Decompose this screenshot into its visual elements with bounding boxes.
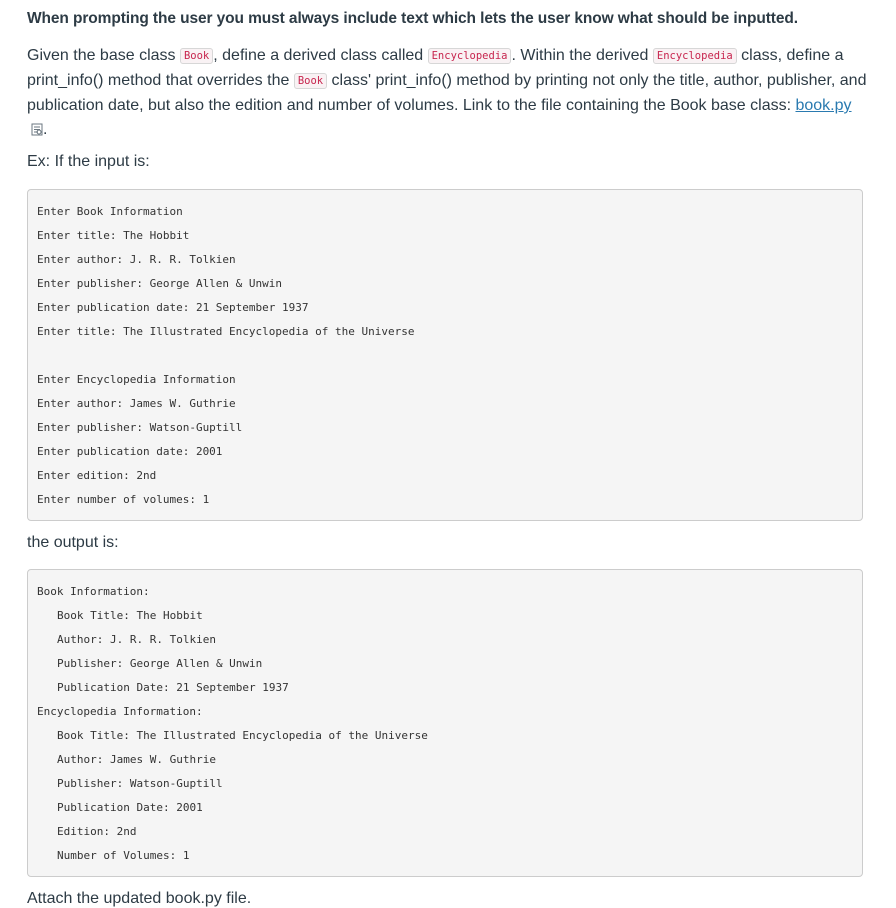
input-line: Enter author: J. R. R. Tolkien <box>37 253 236 266</box>
output-line: Book Information: <box>37 585 150 598</box>
input-line: Enter number of volumes: 1 <box>37 493 210 506</box>
output-line: Publication Date: 2001 <box>57 801 203 814</box>
input-line: Enter edition: 2nd <box>37 469 157 482</box>
input-line: Enter publisher: Watson-Guptill <box>37 421 243 434</box>
input-line: Enter publication date: 2001 <box>37 445 223 458</box>
book-py-link[interactable]: book.py <box>795 97 852 114</box>
output-line: Number of Volumes: 1 <box>57 849 190 862</box>
instructions-text: . Within the derived <box>511 47 653 64</box>
attach-instruction: Attach the updated book.py file. <box>27 890 252 907</box>
output-line: Book Title: The Hobbit <box>57 609 203 622</box>
output-line: Publisher: George Allen & Unwin <box>57 657 263 670</box>
input-line: Enter title: The Illustrated Encyclopedia of the Universe <box>37 325 415 338</box>
prompt-warning: When prompting the user you must always include text which lets the user know what should be inputted. <box>27 10 798 27</box>
input-line: Enter author: James W. Guthrie <box>37 397 236 410</box>
output-line: Publication Date: 21 September 1937 <box>57 681 289 694</box>
example-input-label: Ex: If the input is: <box>27 153 150 170</box>
example-output-label: the output is: <box>27 534 119 551</box>
inline-code-book: Book <box>294 73 327 89</box>
inline-code-book: Book <box>180 48 213 64</box>
output-line: Publisher: Watson-Guptill <box>57 777 223 790</box>
input-line: Enter Book Information <box>37 205 183 218</box>
instructions-paragraph <box>27 44 867 142</box>
input-line: Enter Encyclopedia Information <box>37 373 236 386</box>
instructions-text: . <box>43 121 48 138</box>
instructions-text: class, define a print_info() method that overrides the <box>27 47 844 89</box>
inline-code-encyclopedia: Encyclopedia <box>653 48 737 64</box>
example-input-block <box>27 189 863 521</box>
file-preview-icon[interactable] <box>31 120 43 133</box>
instructions-text: class' print_info() method by printing not only the title, author, publisher, and publication date, but also the edition and number of volumes. Link to the file containing the Book base class: <box>27 72 867 114</box>
instructions-text: , define a derived class called <box>213 47 428 64</box>
output-line: Author: James W. Guthrie <box>57 753 216 766</box>
output-line: Encyclopedia Information: <box>37 705 203 718</box>
input-line: Enter title: The Hobbit <box>37 229 190 242</box>
output-line: Book Title: The Illustrated Encyclopedia of the Universe <box>57 729 428 742</box>
input-line: Enter publisher: George Allen & Unwin <box>37 277 283 290</box>
output-line: Author: J. R. R. Tolkien <box>57 633 216 646</box>
instructions-text: Given the base class <box>27 47 180 64</box>
inline-code-encyclopedia: Encyclopedia <box>428 48 512 64</box>
output-line: Edition: 2nd <box>57 825 137 838</box>
input-line: Enter publication date: 21 September 1937 <box>37 301 309 314</box>
example-output-block <box>27 569 863 877</box>
